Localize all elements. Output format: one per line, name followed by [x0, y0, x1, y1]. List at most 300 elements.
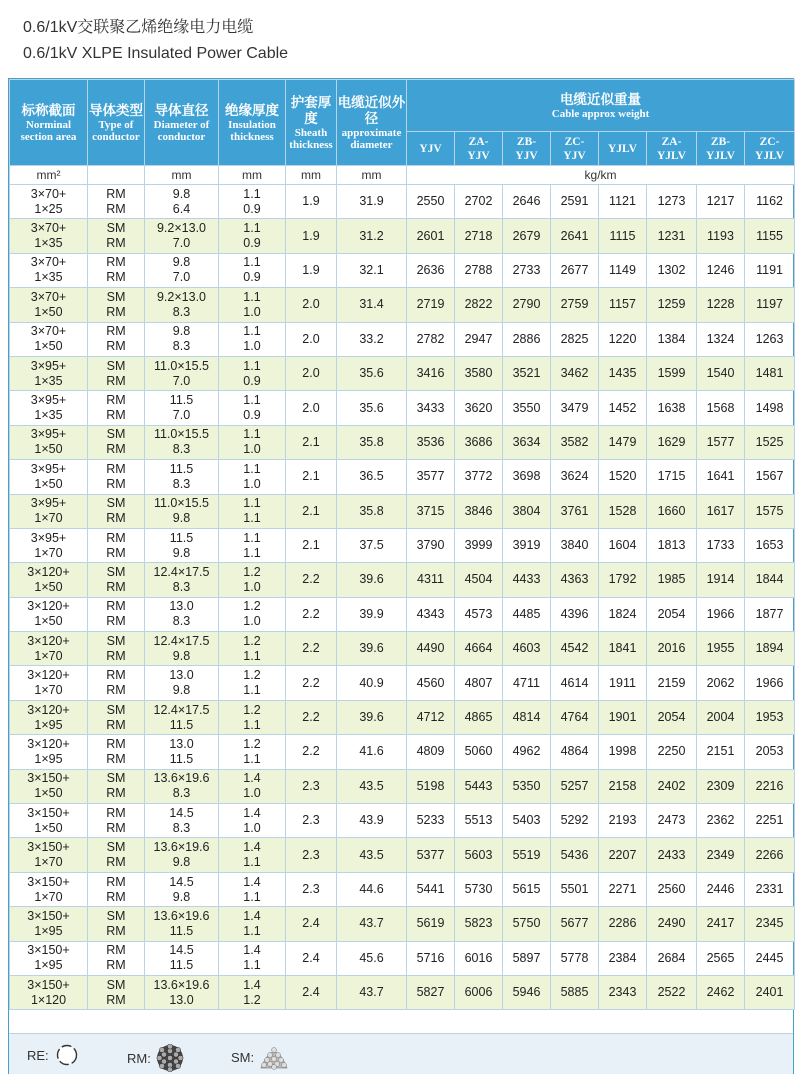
cell-weight: 1481 — [745, 356, 795, 390]
cell-type — [88, 288, 145, 322]
cell-insulation-line: 1.0 — [243, 820, 261, 835]
cell-area-line: 3×150+ — [27, 977, 70, 992]
cell-diameter — [145, 838, 219, 872]
header-sub-zc-yjv — [551, 132, 599, 166]
cell-area-line: 1×50 — [34, 339, 63, 354]
cell-weight: 1877 — [745, 597, 795, 631]
cell-weight: 5619 — [407, 907, 455, 941]
cell-type-line: RM — [106, 992, 126, 1007]
cell-area — [10, 219, 88, 253]
table-row — [10, 700, 795, 734]
cell-sheath: 2.1 — [286, 494, 337, 528]
cell-weight: 3919 — [503, 528, 551, 562]
cell-weight: 5603 — [455, 838, 503, 872]
cell-weight: 1660 — [647, 494, 697, 528]
cell-type — [88, 872, 145, 906]
round-stranded-conductor-icon — [156, 1044, 184, 1072]
cell-weight: 3840 — [551, 528, 599, 562]
cell-weight: 2591 — [551, 185, 599, 219]
cell-area-line: 1×35 — [34, 408, 63, 423]
cell-type — [88, 391, 145, 425]
cell-weight: 2251 — [745, 804, 795, 838]
cell-area-line: 1×25 — [34, 201, 63, 216]
cell-insulation — [219, 460, 286, 494]
cell-approx-diameter: 31.4 — [337, 288, 407, 322]
cell-insulation — [219, 872, 286, 906]
cell-diameter-line: 11.5 — [169, 751, 194, 766]
cell-type-line: RM — [106, 786, 126, 801]
cell-insulation-line: 1.4 — [243, 840, 261, 855]
cell-weight: 2004 — [697, 700, 745, 734]
cell-sheath: 2.1 — [286, 528, 337, 562]
cell-weight: 4363 — [551, 563, 599, 597]
cell-type-line: RM — [106, 717, 126, 732]
cell-area-line: 1×95 — [34, 923, 63, 938]
unit-area: mm² — [10, 166, 88, 185]
cell-weight: 1966 — [745, 666, 795, 700]
cell-type-line: SM — [106, 289, 126, 304]
cell-type — [88, 735, 145, 769]
header-area — [10, 80, 88, 166]
header-area-en: Norminal section area — [20, 118, 77, 143]
cell-area-line: 3×95+ — [30, 427, 67, 442]
cell-weight: 5257 — [551, 769, 599, 803]
cell-weight: 1479 — [599, 425, 647, 459]
cell-weight: 2053 — [745, 735, 795, 769]
cell-weight: 3577 — [407, 460, 455, 494]
cell-sheath: 2.1 — [286, 460, 337, 494]
cell-diameter-line: 13.6×19.6 — [153, 908, 210, 923]
cell-approx-diameter: 40.9 — [337, 666, 407, 700]
cell-sheath: 2.2 — [286, 700, 337, 734]
cell-weight: 1914 — [697, 563, 745, 597]
cell-type-line: RM — [106, 255, 126, 270]
cell-weight: 2550 — [407, 185, 455, 219]
cell-insulation — [219, 288, 286, 322]
cell-area — [10, 769, 88, 803]
cell-insulation-line: 1.1 — [243, 186, 261, 201]
cell-insulation-line: 1.2 — [243, 702, 261, 717]
cell-area-line: 3×120+ — [27, 736, 70, 751]
cell-weight: 4614 — [551, 666, 599, 700]
cell-insulation — [219, 804, 286, 838]
cell-weight: 2345 — [745, 907, 795, 941]
cell-diameter-line: 13.0 — [169, 992, 194, 1007]
cell-area — [10, 356, 88, 390]
unit-approx: mm — [337, 166, 407, 185]
cell-weight: 1121 — [599, 185, 647, 219]
cell-weight: 4712 — [407, 700, 455, 734]
cell-type — [88, 666, 145, 700]
cell-area-line: 1×70 — [34, 855, 63, 870]
cell-area — [10, 185, 88, 219]
cell-type-line: SM — [106, 908, 126, 923]
cell-weight: 2362 — [697, 804, 745, 838]
cell-area — [10, 494, 88, 528]
cell-weight: 2825 — [551, 322, 599, 356]
cell-weight: 1638 — [647, 391, 697, 425]
cell-sheath: 1.9 — [286, 185, 337, 219]
cell-weight: 2473 — [647, 804, 697, 838]
legend-sm — [231, 1044, 289, 1070]
unit-weight: kg/km — [407, 166, 795, 185]
cell-approx-diameter: 35.8 — [337, 494, 407, 528]
cell-area-line: 3×95+ — [30, 530, 67, 545]
cell-type-line: RM — [106, 461, 126, 476]
cell-weight: 2309 — [697, 769, 745, 803]
table-row — [10, 391, 795, 425]
cell-weight: 2759 — [551, 288, 599, 322]
cell-area-line: 1×50 — [34, 476, 63, 491]
cell-insulation-line: 1.4 — [243, 943, 261, 958]
cell-insulation-line: 1.1 — [243, 255, 261, 270]
cell-area — [10, 632, 88, 666]
cell-weight: 5513 — [455, 804, 503, 838]
cell-weight: 2054 — [647, 597, 697, 631]
cell-weight: 1733 — [697, 528, 745, 562]
spec-table-frame — [8, 78, 794, 1074]
table-row — [10, 597, 795, 631]
cell-weight: 4809 — [407, 735, 455, 769]
cell-weight: 3686 — [455, 425, 503, 459]
cell-approx-diameter: 39.9 — [337, 597, 407, 631]
cell-weight: 2433 — [647, 838, 697, 872]
cell-weight: 5615 — [503, 872, 551, 906]
cell-weight: 2462 — [697, 975, 745, 1009]
table-row — [10, 804, 795, 838]
cell-type — [88, 941, 145, 975]
header-sub-yjv — [407, 132, 455, 166]
cell-type-line: SM — [106, 221, 126, 236]
cell-area-line: 3×95+ — [30, 358, 67, 373]
header-diameter — [145, 80, 219, 166]
cell-weight: 4864 — [551, 735, 599, 769]
cell-weight: 2790 — [503, 288, 551, 322]
cell-weight: 3999 — [455, 528, 503, 562]
header-type-en: Type of conductor — [92, 118, 140, 143]
cell-weight: 2641 — [551, 219, 599, 253]
cell-weight: 1162 — [745, 185, 795, 219]
cell-type — [88, 253, 145, 287]
cell-diameter — [145, 632, 219, 666]
cell-weight: 5403 — [503, 804, 551, 838]
cell-diameter — [145, 804, 219, 838]
cell-weight: 3772 — [455, 460, 503, 494]
cell-area — [10, 288, 88, 322]
header-sub-label: ZB- YJLV — [706, 135, 735, 162]
cell-area-line: 3×150+ — [27, 943, 70, 958]
cell-diameter — [145, 494, 219, 528]
cell-type-line: SM — [106, 427, 126, 442]
cell-insulation-line: 0.9 — [243, 236, 261, 251]
cell-weight: 2266 — [745, 838, 795, 872]
cell-approx-diameter: 35.8 — [337, 425, 407, 459]
cell-insulation-line: 1.1 — [243, 427, 261, 442]
cell-approx-diameter: 43.7 — [337, 975, 407, 1009]
cell-diameter — [145, 185, 219, 219]
header-approx-cn: 电缆近似外径 — [337, 94, 406, 127]
cell-type — [88, 907, 145, 941]
cell-area — [10, 253, 88, 287]
spec-table — [9, 79, 795, 1010]
cell-insulation-line: 1.1 — [243, 889, 261, 904]
cell-weight: 1813 — [647, 528, 697, 562]
cell-weight: 1220 — [599, 322, 647, 356]
cell-weight: 4962 — [503, 735, 551, 769]
cell-insulation-line: 1.1 — [243, 511, 261, 526]
cell-type — [88, 425, 145, 459]
cell-insulation-line: 1.1 — [243, 717, 261, 732]
legend-sm-label: SM: — [231, 1049, 255, 1065]
cell-approx-diameter: 43.9 — [337, 804, 407, 838]
cell-diameter — [145, 975, 219, 1009]
cell-type-line: RM — [106, 324, 126, 339]
cell-weight: 2490 — [647, 907, 697, 941]
header-sheath-en: Sheath thickness — [289, 126, 333, 151]
cell-insulation-line: 0.9 — [243, 270, 261, 285]
cell-weight: 2016 — [647, 632, 697, 666]
cell-area-line: 3×120+ — [27, 702, 70, 717]
cell-area — [10, 460, 88, 494]
cell-diameter — [145, 941, 219, 975]
cell-area-line: 1×50 — [34, 442, 63, 457]
cell-area-line: 1×70 — [34, 889, 63, 904]
cell-insulation-line: 1.1 — [243, 545, 261, 560]
cell-weight: 2343 — [599, 975, 647, 1009]
cell-diameter-line: 9.8 — [172, 511, 191, 526]
cell-insulation — [219, 253, 286, 287]
header-sub-label: ZC- YJLV — [755, 135, 785, 162]
cell-insulation-line: 1.0 — [243, 614, 261, 629]
table-row — [10, 632, 795, 666]
cell-diameter-line: 8.3 — [172, 339, 191, 354]
cell-weight: 5885 — [551, 975, 599, 1009]
cell-weight: 3416 — [407, 356, 455, 390]
cell-sheath: 2.4 — [286, 941, 337, 975]
cell-area — [10, 941, 88, 975]
cell-diameter-line: 11.0×15.5 — [153, 427, 210, 442]
header-weight-en: Cable approx weight — [551, 107, 650, 120]
cell-diameter-line: 9.8 — [172, 324, 191, 339]
cell-diameter — [145, 322, 219, 356]
cell-insulation-line: 0.9 — [243, 408, 261, 423]
cell-diameter — [145, 219, 219, 253]
cell-weight: 5946 — [503, 975, 551, 1009]
cell-weight: 1567 — [745, 460, 795, 494]
table-row — [10, 494, 795, 528]
cell-insulation — [219, 666, 286, 700]
cell-diameter-line: 7.0 — [172, 270, 191, 285]
cell-area — [10, 907, 88, 941]
cell-weight: 4396 — [551, 597, 599, 631]
cell-weight: 1217 — [697, 185, 745, 219]
cell-area-line: 3×95+ — [30, 461, 67, 476]
cell-weight: 2947 — [455, 322, 503, 356]
cell-weight: 5827 — [407, 975, 455, 1009]
cell-weight: 1259 — [647, 288, 697, 322]
cell-diameter — [145, 666, 219, 700]
cell-approx-diameter: 35.6 — [337, 391, 407, 425]
cell-weight: 2560 — [647, 872, 697, 906]
cell-diameter — [145, 735, 219, 769]
header-sub-za-yjlv — [647, 132, 697, 166]
cell-type — [88, 632, 145, 666]
cell-insulation — [219, 391, 286, 425]
cell-weight: 5443 — [455, 769, 503, 803]
cell-area-line: 1×70 — [34, 683, 63, 698]
cell-type — [88, 460, 145, 494]
title-en: 0.6/1kV XLPE Insulated Power Cable — [23, 45, 289, 62]
cell-insulation-line: 1.1 — [243, 358, 261, 373]
cell-insulation — [219, 769, 286, 803]
cell-area-line: 1×50 — [34, 614, 63, 629]
cell-sheath: 2.4 — [286, 975, 337, 1009]
cell-weight: 3536 — [407, 425, 455, 459]
cell-insulation-line: 1.1 — [243, 751, 261, 766]
cell-area — [10, 425, 88, 459]
cell-type — [88, 185, 145, 219]
table-row — [10, 975, 795, 1009]
cell-area-line: 1×95 — [34, 717, 63, 732]
cell-type-line: SM — [106, 496, 126, 511]
legend-re — [27, 1044, 80, 1066]
cell-weight: 1324 — [697, 322, 745, 356]
cell-weight: 1901 — [599, 700, 647, 734]
table-row — [10, 941, 795, 975]
cell-approx-diameter: 31.9 — [337, 185, 407, 219]
cell-weight: 1525 — [745, 425, 795, 459]
cell-type — [88, 528, 145, 562]
cell-weight: 5519 — [503, 838, 551, 872]
cell-insulation-line: 1.1 — [243, 461, 261, 476]
cell-weight: 2151 — [697, 735, 745, 769]
unit-insulation: mm — [219, 166, 286, 185]
cell-type-line: RM — [106, 820, 126, 835]
cell-approx-diameter: 41.6 — [337, 735, 407, 769]
cell-weight: 1985 — [647, 563, 697, 597]
cell-area-line: 1×95 — [34, 958, 63, 973]
cell-weight: 3790 — [407, 528, 455, 562]
cell-weight: 2677 — [551, 253, 599, 287]
cell-approx-diameter: 36.5 — [337, 460, 407, 494]
cell-weight: 2402 — [647, 769, 697, 803]
cell-weight: 5897 — [503, 941, 551, 975]
cell-diameter-line: 8.3 — [172, 614, 191, 629]
cell-weight: 1273 — [647, 185, 697, 219]
header-sub-label: YJLV — [608, 143, 637, 155]
cell-diameter-line: 14.5 — [169, 943, 194, 958]
cell-weight: 1435 — [599, 356, 647, 390]
cell-weight: 2788 — [455, 253, 503, 287]
cell-weight: 2158 — [599, 769, 647, 803]
cell-weight: 1841 — [599, 632, 647, 666]
cell-diameter-line: 14.5 — [169, 874, 194, 889]
header-sub-zc-yjlv — [745, 132, 795, 166]
cell-diameter-line: 12.4×17.5 — [153, 633, 210, 648]
cell-weight: 1629 — [647, 425, 697, 459]
cell-weight: 1115 — [599, 219, 647, 253]
cell-weight: 4560 — [407, 666, 455, 700]
cell-weight: 5730 — [455, 872, 503, 906]
header-weight-cn: 电缆近似重量 — [560, 91, 642, 108]
cell-weight: 5501 — [551, 872, 599, 906]
cell-insulation-line: 1.2 — [243, 668, 261, 683]
cell-type — [88, 597, 145, 631]
header-insulation — [219, 80, 286, 166]
cell-insulation-line: 1.0 — [243, 304, 261, 319]
cell-insulation-line: 1.0 — [243, 442, 261, 457]
cell-weight: 5350 — [503, 769, 551, 803]
cell-type-line: RM — [106, 668, 126, 683]
cell-area — [10, 563, 88, 597]
cell-weight: 4865 — [455, 700, 503, 734]
cell-approx-diameter: 43.5 — [337, 769, 407, 803]
cell-type-line: RM — [106, 339, 126, 354]
cell-weight: 1452 — [599, 391, 647, 425]
cell-diameter-line: 7.0 — [172, 373, 191, 388]
cell-weight: 4603 — [503, 632, 551, 666]
cell-insulation-line: 0.9 — [243, 201, 261, 216]
cell-weight: 4433 — [503, 563, 551, 597]
cell-weight: 2822 — [455, 288, 503, 322]
table-row — [10, 769, 795, 803]
cell-weight: 2782 — [407, 322, 455, 356]
cell-weight: 2216 — [745, 769, 795, 803]
cell-area-line: 1×35 — [34, 270, 63, 285]
table-row — [10, 322, 795, 356]
cell-insulation-line: 1.1 — [243, 324, 261, 339]
cell-area-line: 1×95 — [34, 751, 63, 766]
cell-weight: 1844 — [745, 563, 795, 597]
cell-weight: 5436 — [551, 838, 599, 872]
cell-weight: 2565 — [697, 941, 745, 975]
cell-weight: 1302 — [647, 253, 697, 287]
cell-diameter-line: 11.0×15.5 — [153, 358, 210, 373]
cell-weight: 2193 — [599, 804, 647, 838]
cell-diameter-line: 11.5 — [169, 461, 194, 476]
cell-diameter-line: 9.8 — [172, 855, 191, 870]
cell-insulation-line: 1.1 — [243, 393, 261, 408]
cell-weight: 4485 — [503, 597, 551, 631]
cell-weight: 3620 — [455, 391, 503, 425]
cell-weight: 2702 — [455, 185, 503, 219]
cell-area-line: 3×120+ — [27, 633, 70, 648]
cell-insulation-line: 1.0 — [243, 476, 261, 491]
cell-weight: 1157 — [599, 288, 647, 322]
header-sheath — [286, 80, 337, 166]
cell-insulation — [219, 907, 286, 941]
table-row — [10, 425, 795, 459]
cell-insulation-line: 1.4 — [243, 805, 261, 820]
cell-diameter — [145, 563, 219, 597]
cell-type-line: RM — [106, 530, 126, 545]
header-sub-label: ZA- YJLV — [657, 135, 686, 162]
cell-diameter-line: 8.3 — [172, 579, 191, 594]
cell-diameter — [145, 253, 219, 287]
cell-weight: 3550 — [503, 391, 551, 425]
unit-sheath: mm — [286, 166, 337, 185]
cell-weight: 1653 — [745, 528, 795, 562]
header-diameter-en: Diameter of conductor — [153, 118, 210, 143]
cell-insulation — [219, 356, 286, 390]
cell-type — [88, 838, 145, 872]
cell-insulation — [219, 563, 286, 597]
cell-weight: 3580 — [455, 356, 503, 390]
cell-insulation-line: 0.9 — [243, 373, 261, 388]
cell-type — [88, 563, 145, 597]
cell-insulation-line: 1.1 — [243, 923, 261, 938]
cell-weight: 1568 — [697, 391, 745, 425]
